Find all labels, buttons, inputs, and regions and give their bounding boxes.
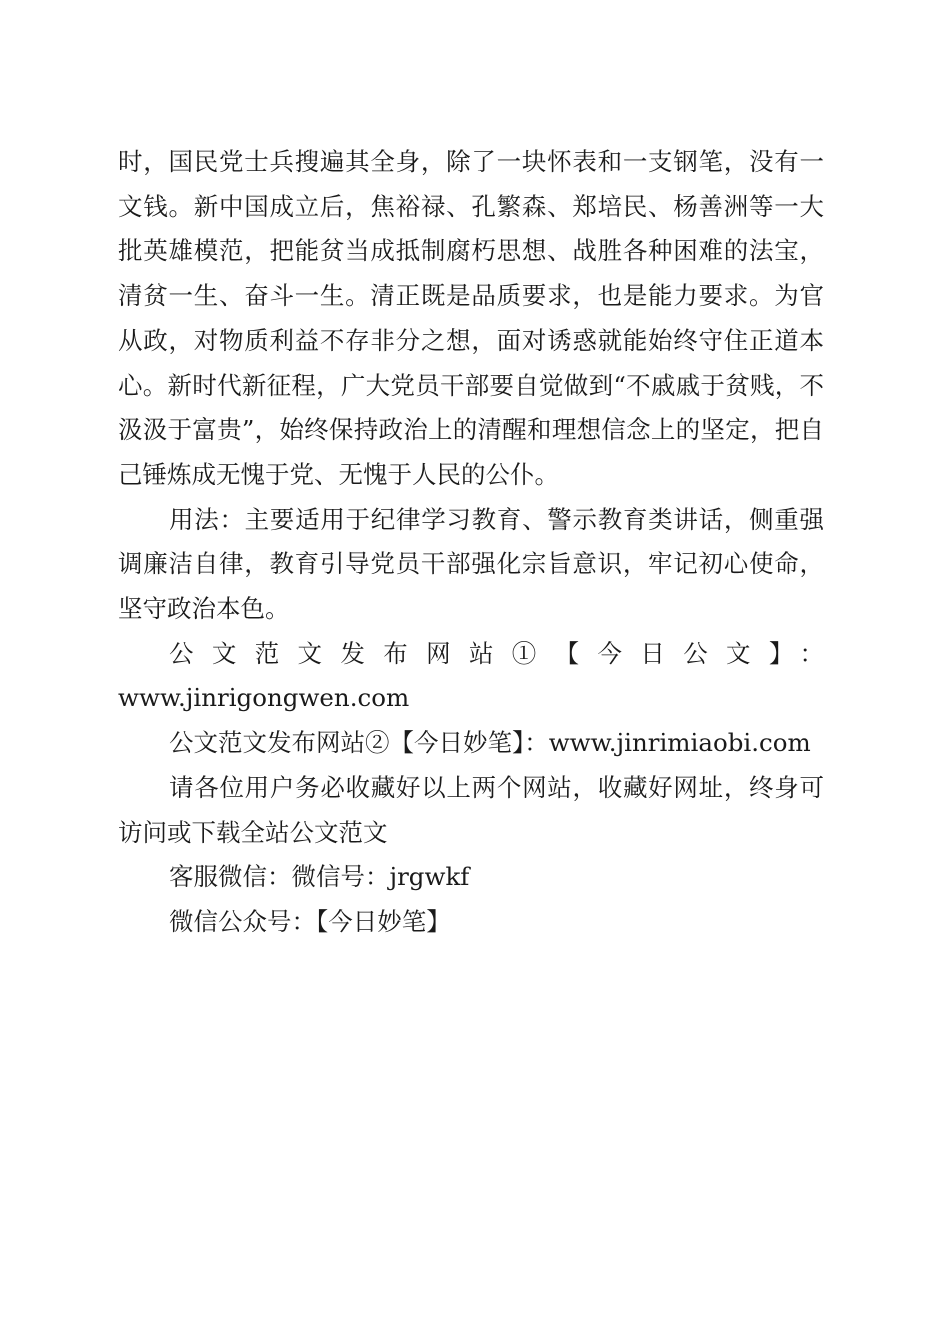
site1-label: 公文范文发布网站①【今日公文】： <box>169 638 824 668</box>
site2-line: 公文范文发布网站②【今日妙笔】：www.jinrimiaobi.com <box>169 728 811 758</box>
document-page <box>118 140 824 945</box>
wechat-service-line: 客服微信：微信号：jrgwkf <box>169 862 470 892</box>
wechat-account-line: 微信公众号：【今日妙笔】 <box>169 906 451 936</box>
bookmark-notice: 请各位用户务必收藏好以上两个网站，收藏好网址，终身可访问或下载全站公文范文 <box>118 772 824 847</box>
body-paragraph-continued: 时，国民党士兵搜遍其全身，除了一块怀表和一支钢笔，没有一文钱。新中国成立后，焦裕禄、孔繁森、郑培民、杨善洲等一大批英雄模范，把能贫当成抵制腐朽思想、战胜各种困难的法宝，清贫一生、奋斗一生。清正既是品质要求，也是能力要求。为官从政，对物质利益不存非分之想，面对诱惑就能始终守住正道本心。新时代新征程，广大党员干部要自觉做到“不戚戚于贫贱，不汲汲于富贵”，始终保持政治上的清醒和理想信念上的坚定，把自己锤炼成无愧于党、无愧于人民的公仆。 <box>118 147 824 489</box>
site1-url: www.jinrigongwen.com <box>118 683 410 713</box>
usage-paragraph: 用法：主要适用于纪律学习教育、警示教育类讲话，侧重强调廉洁自律，教育引导党员干部强化宗旨意识，牢记初心使命，坚守政治本色。 <box>118 504 824 624</box>
